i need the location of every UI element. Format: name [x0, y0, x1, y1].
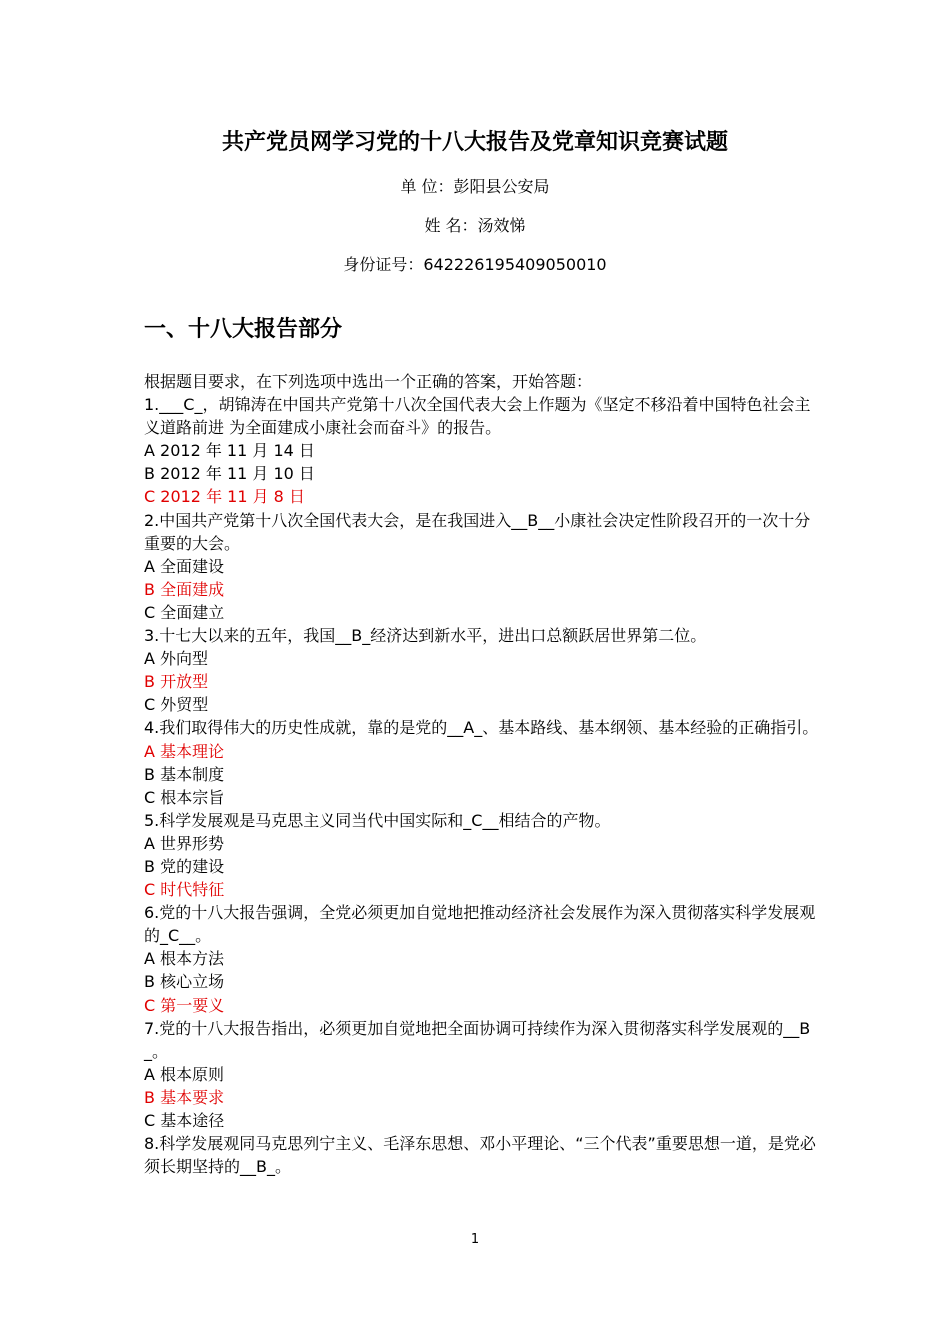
- page-number: 1: [470, 1232, 480, 1247]
- option: A 2012 年 11 月 14 日: [144, 441, 315, 461]
- name-line: 姓 名：汤效悌: [424, 216, 526, 235]
- question-text: 2.中国共产党第十八次全国代表大会，是在我国进入__B__小康社会决定性阶段召开的一次十分重要的大会。: [144, 510, 811, 553]
- option: C 根本宗旨: [144, 787, 225, 807]
- option: B 核心立场: [144, 972, 225, 992]
- intro-text: 根据题目要求，在下列选项中选出一个正确的答案，开始答题：: [144, 372, 593, 391]
- question-text: 1.___C_，胡锦涛在中国共产党第十八次全国代表大会上作题为《坚定不移沿着中国特色社会主义道路前进 为全面建成小康社会而奋斗》的报告。: [144, 395, 811, 438]
- answer-option: B 开放型: [144, 672, 209, 692]
- option: C 基本途径: [144, 1111, 225, 1130]
- option: A 根本方法: [144, 949, 225, 969]
- option: A 根本原则: [144, 1064, 225, 1084]
- question-text: 5.科学发展观是马克思主义同当代中国实际和_C__相结合的产物。: [144, 810, 611, 830]
- option: C 外贸型: [144, 695, 209, 715]
- question-text: 6.党的十八大报告强调，全党必须更加自觉地把推动经济社会发展作为深入贯彻落实科学发展观的_C__。: [144, 903, 816, 946]
- question-text: 3.十七大以来的五年，我国__B_经济达到新水平，进出口总额跃居世界第二位。: [144, 626, 707, 646]
- answer-option: B 基本要求: [144, 1087, 225, 1107]
- question-text: 4.我们取得伟大的历史性成就，靠的是党的__A_、基本路线、基本纲领、基本经验的正确指引。: [144, 718, 819, 738]
- option: B 2012 年 11 月 10 日: [144, 464, 315, 484]
- section-heading: 一、十八大报告部分: [144, 317, 343, 342]
- question-text: 8.科学发展观同马克思列宁主义、毛泽东思想、邓小平理论、“三个代表”重要思想一道，是党必须长期坚持的__B_。: [144, 1134, 816, 1177]
- option: B 基本制度: [144, 764, 225, 784]
- answer-option: C 第一要义: [144, 995, 225, 1015]
- answer-option: C 2012 年 11 月 8 日: [144, 487, 305, 507]
- answer-option: A 基本理论: [144, 741, 225, 761]
- option: C 全面建立: [144, 602, 225, 622]
- question-list: [144, 370, 820, 1178]
- question-text: 7.党的十八大报告指出，必须更加自觉地把全面协调可持续作为深入贯彻落实科学发展观的__B_。: [144, 1018, 811, 1061]
- unit-line: 单 位：彭阳县公安局: [400, 177, 550, 196]
- id-line: 身份证号：642226195409050010: [343, 255, 607, 274]
- option: B 党的建设: [144, 856, 225, 876]
- option: A 外向型: [144, 649, 209, 669]
- answer-option: B 全面建成: [144, 579, 225, 599]
- answer-option: C 时代特征: [144, 880, 225, 900]
- option: A 全面建设: [144, 556, 225, 576]
- option: A 世界形势: [144, 833, 225, 853]
- page-title: 共产党员网学习党的十八大报告及党章知识竞赛试题: [221, 130, 728, 155]
